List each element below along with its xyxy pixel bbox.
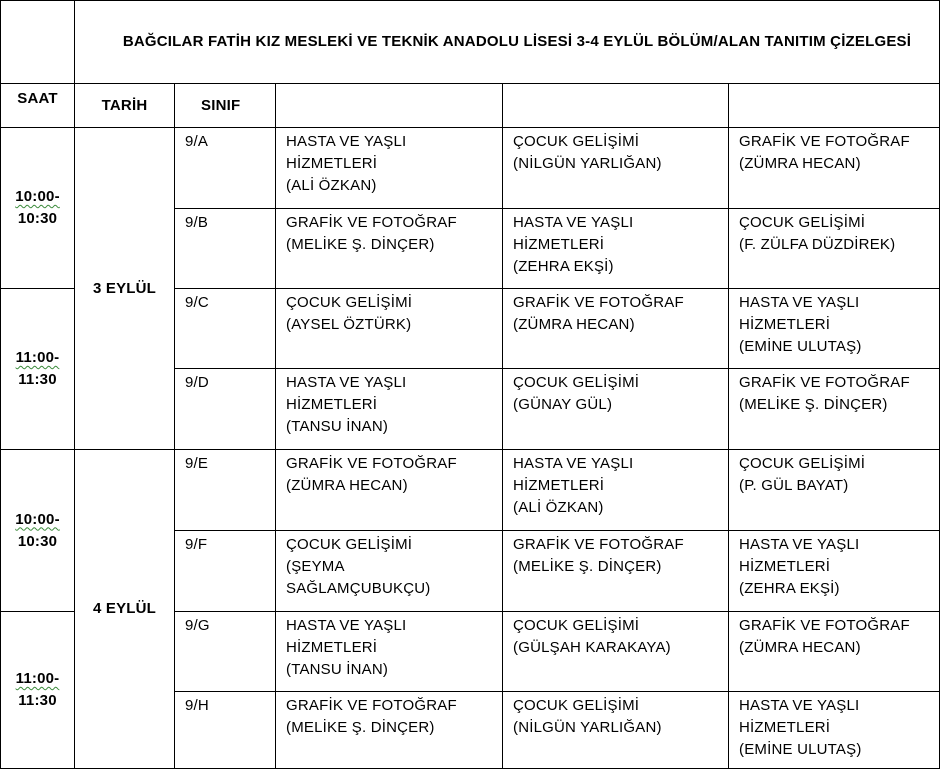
program-cell — [729, 531, 940, 612]
program-cell — [729, 369, 940, 450]
program-line: (MELİKE Ş. DİNÇER) — [739, 396, 888, 413]
program-line: ÇOCUK GELİŞİMİ — [739, 214, 866, 231]
program-cell — [503, 450, 729, 531]
program-line: HİZMETLERİ — [286, 639, 378, 656]
program-line: HASTA VE YAŞLI — [739, 697, 860, 714]
program-line: (ALİ ÖZKAN) — [286, 177, 377, 194]
program-line: ÇOCUK GELİŞİMİ — [513, 617, 640, 634]
program-line: ÇOCUK GELİŞİMİ — [513, 374, 640, 391]
time-slot-cell — [1, 612, 75, 769]
header-empty-cell — [503, 84, 729, 128]
program-cell — [276, 289, 503, 369]
time-end: 11:30 — [18, 371, 57, 388]
time-end: 11:30 — [18, 692, 57, 709]
program-line: (ZEHRA EKŞİ) — [739, 580, 840, 597]
program-line: (GÜNAY GÜL) — [513, 396, 613, 413]
program-line: SAĞLAMÇUBUKÇU) — [286, 580, 431, 597]
program-line: ÇOCUK GELİŞİMİ — [513, 697, 640, 714]
program-cell — [729, 612, 940, 692]
page-title: BAĞCILAR FATİH KIZ MESLEKİ VE TEKNİK ANADOLU LİSESİ 3-4 EYLÜL BÖLÜM/ALAN TANITIM ÇİZELGESİ — [75, 1, 940, 84]
program-line: GRAFİK VE FOTOĞRAF — [286, 455, 457, 472]
program-line: HİZMETLERİ — [513, 477, 605, 494]
program-line: (P. GÜL BAYAT) — [739, 477, 849, 494]
program-line: ÇOCUK GELİŞİMİ — [513, 133, 640, 150]
program-line: HASTA VE YAŞLI — [739, 536, 860, 553]
date-cell: 4 EYLÜL — [75, 450, 175, 769]
header-saat: SAAT — [1, 84, 75, 128]
program-line: HASTA VE YAŞLI — [286, 617, 407, 634]
program-cell — [503, 128, 729, 209]
class-cell: 9/A — [175, 128, 276, 209]
program-line: HİZMETLERİ — [513, 236, 605, 253]
program-line: GRAFİK VE FOTOĞRAF — [286, 214, 457, 231]
program-line: (AYSEL ÖZTÜRK) — [286, 316, 412, 333]
program-line: (GÜLŞAH KARAKAYA) — [513, 639, 671, 656]
blank-corner-cell — [1, 1, 75, 84]
program-line: HİZMETLERİ — [739, 719, 831, 736]
program-line: (ZEHRA EKŞİ) — [513, 258, 614, 275]
program-line: (MELİKE Ş. DİNÇER) — [286, 719, 435, 736]
schedule-row — [1, 450, 940, 531]
time-slot-cell — [1, 128, 75, 289]
program-cell — [276, 369, 503, 450]
program-line: ÇOCUK GELİŞİMİ — [739, 455, 866, 472]
program-line: (TANSU İNAN) — [286, 418, 389, 435]
time-end: 10:30 — [17, 532, 58, 550]
program-line: (ZÜMRA HECAN) — [739, 155, 861, 172]
program-line: (MELİKE Ş. DİNÇER) — [513, 558, 662, 575]
program-cell — [503, 209, 729, 289]
program-line: (ZÜMRA HECAN) — [286, 477, 408, 494]
program-cell — [276, 450, 503, 531]
program-cell — [276, 209, 503, 289]
time-start: 10:00- — [15, 510, 60, 528]
header-tarih: TARİH — [75, 84, 175, 128]
schedule-row — [1, 128, 940, 209]
program-line: HİZMETLERİ — [286, 396, 378, 413]
class-cell: 9/H — [175, 692, 276, 769]
program-line: GRAFİK VE FOTOĞRAF — [739, 133, 910, 150]
program-cell — [729, 692, 940, 769]
program-cell — [729, 289, 940, 369]
program-line: (ZÜMRA HECAN) — [739, 639, 861, 656]
header-empty-cell — [729, 84, 940, 128]
program-line: HASTA VE YAŞLI — [513, 214, 634, 231]
time-end: 10:30 — [17, 210, 58, 227]
header-sinif: SINIF — [175, 84, 276, 128]
program-line: GRAFİK VE FOTOĞRAF — [513, 294, 684, 311]
program-line: GRAFİK VE FOTOĞRAF — [513, 536, 684, 553]
class-cell: 9/E — [175, 450, 276, 531]
class-cell: 9/G — [175, 612, 276, 692]
program-line: HİZMETLERİ — [739, 316, 831, 333]
program-cell — [276, 692, 503, 769]
class-cell: 9/B — [175, 209, 276, 289]
title-row — [1, 1, 940, 84]
program-line: GRAFİK VE FOTOĞRAF — [739, 374, 910, 391]
program-cell — [503, 369, 729, 450]
program-line: HİZMETLERİ — [286, 155, 378, 172]
program-cell — [276, 531, 503, 612]
time-start: 11:00- — [15, 349, 60, 366]
class-cell: 9/D — [175, 369, 276, 450]
program-line: (EMİNE ULUTAŞ) — [739, 741, 862, 758]
program-line: HASTA VE YAŞLI — [513, 455, 634, 472]
class-cell: 9/C — [175, 289, 276, 369]
program-cell — [503, 692, 729, 769]
time-slot-cell — [1, 450, 75, 612]
program-cell — [729, 128, 940, 209]
program-line: (TANSU İNAN) — [286, 661, 389, 678]
program-cell — [729, 450, 940, 531]
schedule-body — [1, 128, 940, 769]
time-start: 11:00- — [15, 670, 60, 687]
program-line: HASTA VE YAŞLI — [286, 374, 407, 391]
time-slot-cell — [1, 289, 75, 450]
program-line: HASTA VE YAŞLI — [739, 294, 860, 311]
class-cell: 9/F — [175, 531, 276, 612]
header-row — [1, 84, 940, 128]
program-cell — [276, 128, 503, 209]
header-empty-cell — [276, 84, 503, 128]
program-line: (ALİ ÖZKAN) — [513, 499, 604, 516]
program-line: (EMİNE ULUTAŞ) — [739, 338, 862, 355]
program-line: (F. ZÜLFA DÜZDİREK) — [739, 236, 896, 253]
program-line: GRAFİK VE FOTOĞRAF — [739, 617, 910, 634]
program-line: (NİLGÜN YARLIĞAN) — [513, 155, 662, 172]
program-line: ÇOCUK GELİŞİMİ — [286, 294, 413, 311]
program-line: GRAFİK VE FOTOĞRAF — [286, 697, 457, 714]
program-line: (ZÜMRA HECAN) — [513, 316, 635, 333]
program-cell — [503, 531, 729, 612]
program-line: (ŞEYMA — [286, 558, 345, 575]
program-cell — [503, 289, 729, 369]
program-line: HASTA VE YAŞLI — [286, 133, 407, 150]
date-cell: 3 EYLÜL — [75, 128, 175, 450]
program-line: ÇOCUK GELİŞİMİ — [286, 536, 413, 553]
program-cell — [729, 209, 940, 289]
program-line: (NİLGÜN YARLIĞAN) — [513, 719, 662, 736]
program-cell — [503, 612, 729, 692]
program-cell — [276, 612, 503, 692]
time-start: 10:00- — [15, 188, 60, 205]
program-line: HİZMETLERİ — [739, 558, 831, 575]
program-line: (MELİKE Ş. DİNÇER) — [286, 236, 435, 253]
